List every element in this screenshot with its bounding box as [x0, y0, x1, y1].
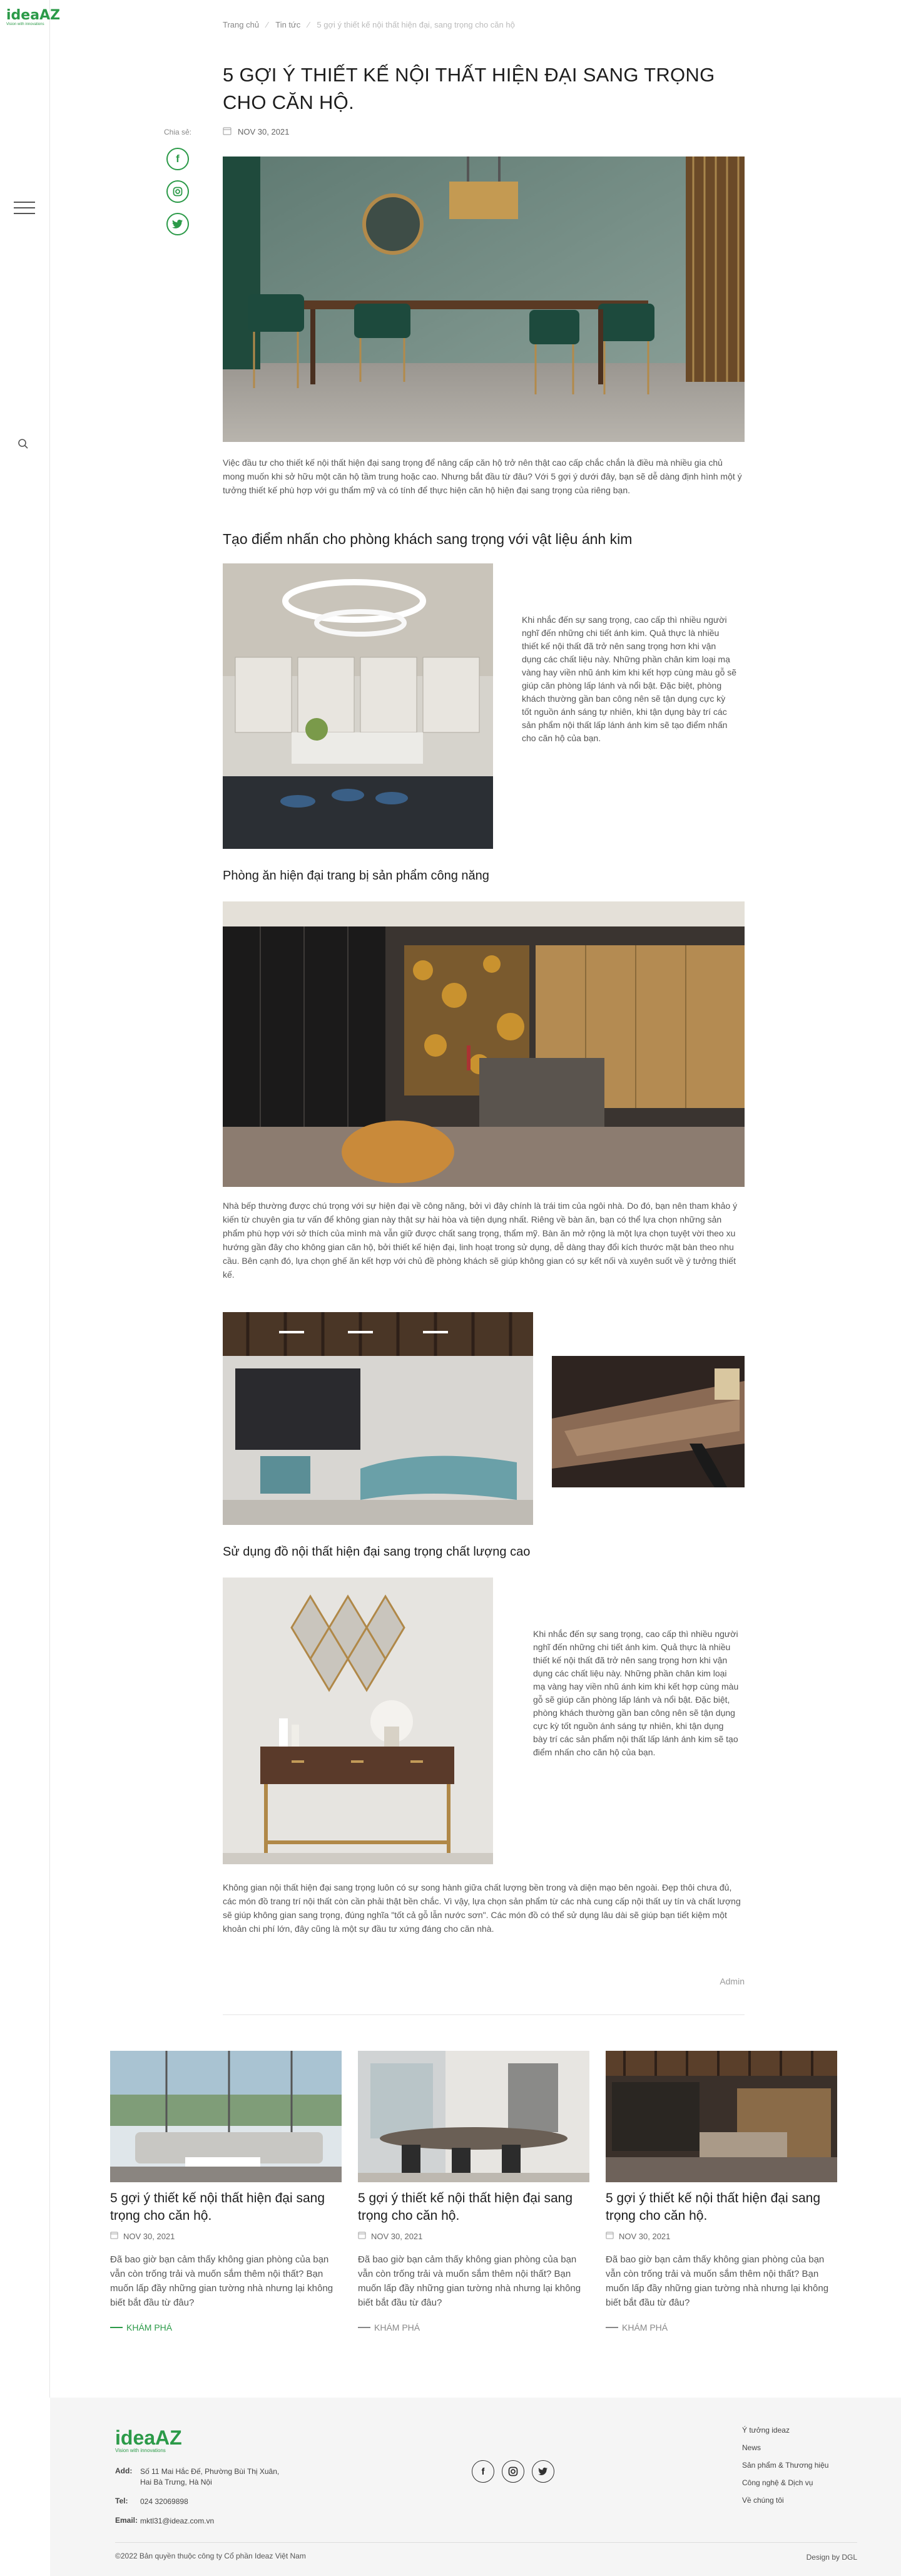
card-image[interactable]: [110, 2051, 342, 2182]
breadcrumb-current: 5 gợi ý thiết kế nội thất hiện đại, sang trọng cho căn hộ: [317, 20, 515, 29]
address-line: Số 11 Mai Hắc Đế, Phường Bùi Thị Xuân,: [140, 2467, 280, 2476]
article-divider: [223, 2014, 745, 2015]
body-paragraph: Nhà bếp thường được chú trọng với sự hiện đại về công năng, bởi vì đây chính là trái tim của ngôi nhà. Do đó, bạn nên tham khảo ý kiến từ chuyên gia tư vấn để không gian này thật sự hài hòa và tiện dụng nhất. Riêng về bàn ăn, bạn có thể lựa chọn những sản phẩm phù hợp với sở thích của mình mà vẫn giữ được chất sang trọng, thẩm mỹ. Bàn ăn mở rộng là một lựa chọn tuyệt vời theo xu hướng gần đây cho không gian căn hộ, bởi thiết kế hiện đại, linh hoạt trong sử dụng, dễ dàng thay đổi kích thước mặt bàn theo nhu cầu. Bên cạnh đó, lựa chọn ghế ăn kết hợp với chủ đề phòng khách sẽ giúp không gian có sự kết nối và xuyên suốt về ý tưởng thiết kế.: [223, 1201, 738, 1280]
article-image: [223, 901, 745, 1187]
card-date: NOV 30, 2021: [606, 2231, 837, 2241]
section-heading: Phòng ăn hiện đại trang bị sản phẩm công năng: [223, 869, 489, 883]
email-address[interactable]: mktl31@ideaz.com.vn: [140, 2517, 215, 2525]
facebook-icon[interactable]: f: [472, 2460, 494, 2483]
footer: [50, 2398, 901, 2576]
breadcrumb-news[interactable]: Tin tức: [275, 20, 301, 29]
twitter-icon[interactable]: [166, 213, 189, 235]
hamburger-menu-icon[interactable]: [14, 202, 35, 218]
twitter-icon[interactable]: [532, 2460, 554, 2483]
page-title: 5 GỢI Ý THIẾT KẾ NỘI THẤT HIỆN ĐẠI SANG TRỌNG CHO CĂN HỘ.: [223, 64, 715, 113]
breadcrumb-home[interactable]: Trang chủ: [223, 20, 260, 29]
card-date: NOV 30, 2021: [358, 2231, 589, 2241]
related-card[interactable]: [606, 2051, 837, 2332]
footer-link[interactable]: News: [742, 2443, 761, 2452]
tel-label: Tel:: [115, 2496, 128, 2505]
footer-divider: [115, 2542, 857, 2543]
footer-links: [742, 2426, 828, 2513]
article-image: [223, 1578, 493, 1864]
breadcrumb: [223, 20, 515, 29]
article-image: [223, 563, 493, 849]
footer-tagline: Vision with innovations: [115, 2448, 166, 2453]
facebook-icon[interactable]: f: [166, 148, 189, 170]
article-author: Admin: [720, 1976, 745, 1986]
calendar-icon: [223, 126, 232, 137]
site-logo[interactable]: ideaAZ: [6, 8, 61, 23]
footer-link[interactable]: Ý tưởng ideaz: [742, 2426, 790, 2435]
related-card[interactable]: [358, 2051, 589, 2332]
card-excerpt: Đã bao giờ bạn cảm thấy không gian phòng của bạn vẫn còn trống trải và muốn sắm thêm nội thất? Bạn muốn lấp đầy những gian tường nhà nhưng lại không biết bắt đầu từ đâu?: [110, 2254, 333, 2308]
body-paragraph: Không gian nội thất hiện đại sang trọng luôn có sự song hành giữa chất lượng bền trong và diện mạo bên ngoài. Đẹp thôi chưa đủ, các món đồ trang trí nội thất còn cần phải thật bền chắc. Vì vậy, lựa chọn sản phẩm từ các nhà cung cấp nội thất uy tín và chất lượng sẽ giúp không gian sang trọng, đúng nghĩa "tốt cả gỗ lẫn nước sơn". Các món đồ có thể sử dụng lâu dài sẽ giúp bạn tiết kiệm một khoản chi phí lớn, đây cũng là một sự đầu tư xứng đáng cho căn nhà.: [223, 1882, 741, 1934]
footer-logo[interactable]: ideaAZ: [115, 2426, 182, 2449]
footer-link[interactable]: Về chúng tôi: [742, 2496, 784, 2505]
card-title[interactable]: 5 gợi ý thiết kế nội thất hiện đại sang trọng cho căn hộ.: [110, 2191, 325, 2223]
footer-social: [472, 2460, 554, 2483]
calendar-icon: [110, 2231, 118, 2241]
card-title[interactable]: 5 gợi ý thiết kế nội thất hiện đại sang trọng cho căn hộ.: [358, 2191, 573, 2223]
section-heading: Tạo điểm nhấn cho phòng khách sang trọng với vật liệu ánh kim: [223, 531, 633, 547]
share-panel: [159, 128, 196, 245]
address-line: Hai Bà Trưng, Hà Nội: [140, 2478, 212, 2486]
footer-link[interactable]: Công nghệ & Dịch vụ: [742, 2478, 813, 2487]
search-icon[interactable]: [18, 438, 31, 452]
footer-link[interactable]: Sản phẩm & Thương hiệu: [742, 2461, 829, 2470]
share-label: Chia sẻ:: [163, 128, 192, 136]
card-image[interactable]: [358, 2051, 589, 2182]
card-image[interactable]: [606, 2051, 837, 2182]
instagram-icon[interactable]: [502, 2460, 524, 2483]
related-card[interactable]: [110, 2051, 342, 2332]
card-excerpt: Đã bao giờ bạn cảm thấy không gian phòng của bạn vẫn còn trống trải và muốn sắm thêm nội thất? Bạn muốn lấp đầy những gian tường nhà nhưng lại không biết bắt đầu từ đâu?: [358, 2254, 581, 2308]
email-label: Email:: [115, 2516, 138, 2525]
phone-number[interactable]: 024 32069898: [140, 2497, 188, 2506]
calendar-icon: [606, 2231, 614, 2241]
article-date: NOV 30, 2021: [223, 126, 289, 137]
footer-contact: [115, 2466, 279, 2535]
instagram-icon[interactable]: [166, 180, 189, 203]
side-paragraph: Khi nhắc đến sự sang trọng, cao cấp thì nhiều người nghĩ đến những chi tiết ánh kim. Quả thực là nhiều thiết kế nội thất đã trở nên sang trọng hơn khi vận dụng các chất liệu này. Những phần chân kim loại mạ vàng hay viền nhũ ánh kim khi kết hợp cùng màu gỗ sẽ giúp căn phòng lấp lánh và nổi bật. Đặc biệt, phòng khách thường gần ban công nên sẽ tận dụng cực kỳ tốt nguồn ánh sáng tự nhiên, khi tận dụng bày trí các sản phẩm nội thất lấp lánh ánh kim sẽ tạo điểm nhấn cho căn hộ của bạn.: [533, 1629, 739, 1757]
card-explore-link[interactable]: KHÁM PHÁ: [606, 2322, 837, 2332]
calendar-icon: [358, 2231, 366, 2241]
side-paragraph: Khi nhắc đến sự sang trọng, cao cấp thì nhiều người nghĩ đến những chi tiết ánh kim. Quả thực là nhiều thiết kế nội thất đã trở nên sang trọng hơn khi vận dụng các chất liệu này. Những phần chân kim loại mạ vàng hay viền nhũ ánh kim khi kết hợp cùng màu gỗ sẽ giúp căn phòng lấp lánh và nổi bật. Đặc biệt, phòng khách thường gần ban công nên sẽ tận dụng cực kỳ tốt nguồn ánh sáng tự nhiên, khi tận dụng bày trí các sản phẩm nội thất lấp lánh ánh kim sẽ tạo điểm nhấn cho căn hộ của bạn.: [522, 615, 737, 743]
card-explore-link[interactable]: KHÁM PHÁ: [110, 2322, 342, 2332]
card-excerpt: Đã bao giờ bạn cảm thấy không gian phòng của bạn vẫn còn trống trải và muốn sắm thêm nội thất? Bạn muốn lấp đầy những gian tường nhà nhưng lại không biết bắt đầu từ đâu?: [606, 2254, 829, 2308]
article-image: [223, 1312, 533, 1525]
hero-image: [223, 157, 745, 442]
card-date: NOV 30, 2021: [110, 2231, 342, 2241]
breadcrumb-separator: ⁄: [267, 20, 268, 29]
article-image: [552, 1356, 745, 1487]
left-sidebar: [0, 0, 61, 2398]
address-label: Add:: [115, 2466, 133, 2475]
intro-paragraph: Việc đầu tư cho thiết kế nội thất hiện đại sang trọng để nâng cấp căn hộ trở nên thật cao cấp chắc chắn là điều mà nhiều gia chủ mong muốn khi sở hữu một căn hộ tầm trung hoặc cao. Nhưng bắt đầu từ đâu? Với 5 gợi ý dưới đây, bạn sẽ dễ dàng định hình một ý tưởng thiết kế phù hợp với gu thẩm mỹ và có tính để thực hiện căn hộ hiện đại sang trọng của riêng bạn.: [223, 458, 742, 495]
section-heading: Sử dụng đồ nội thất hiện đại sang trọng chất lượng cao: [223, 1545, 531, 1559]
copyright-text: ©2022 Bản quyền thuộc công ty Cổ phần Ideaz Việt Nam: [115, 2552, 306, 2560]
card-explore-link[interactable]: KHÁM PHÁ: [358, 2322, 589, 2332]
logo-tagline: Vision with innovations: [6, 23, 44, 26]
design-credit[interactable]: Design by DGL: [806, 2553, 857, 2562]
card-title[interactable]: 5 gợi ý thiết kế nội thất hiện đại sang trọng cho căn hộ.: [606, 2191, 820, 2223]
breadcrumb-separator: ⁄: [308, 20, 310, 29]
